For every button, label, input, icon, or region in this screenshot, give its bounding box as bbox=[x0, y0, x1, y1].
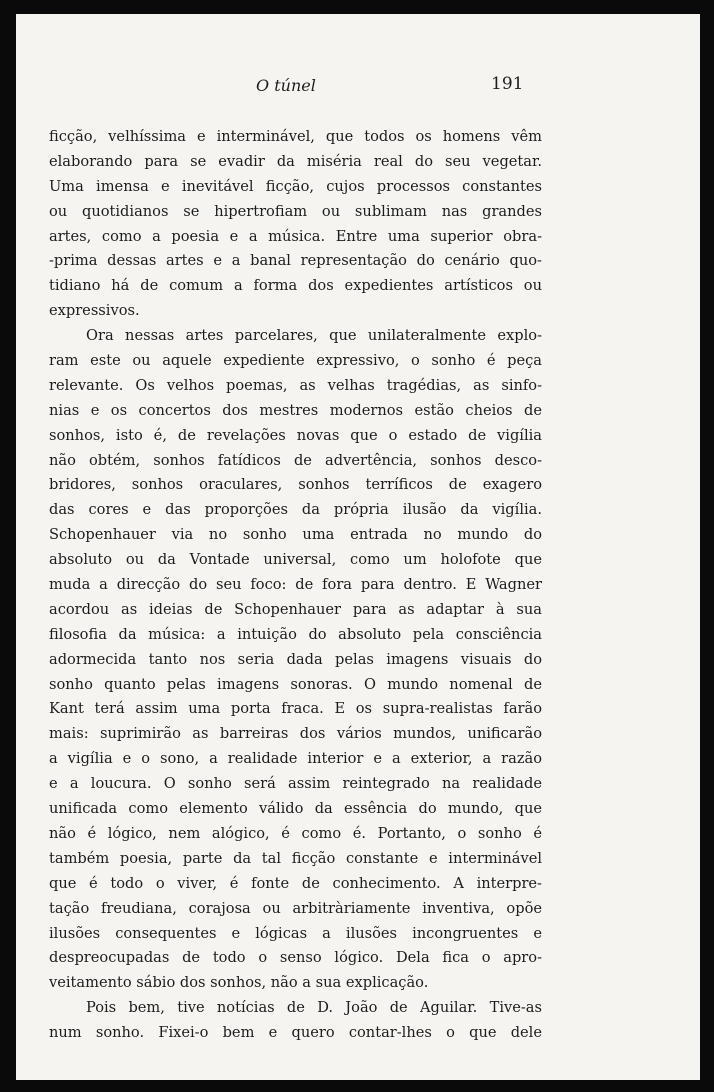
text-line: despreocupadas de todo o senso lógico. Dela fica o apro- bbox=[49, 949, 542, 967]
text-line: adormecida tanto nos seria dada pelas imagens visuais do bbox=[49, 650, 542, 668]
text-line: e a loucura. O sonho será assim reintegrado na realidade bbox=[49, 775, 542, 793]
text-line: Kant terá assim uma porta fraca. E os supra-realistas farão bbox=[49, 700, 542, 718]
text-line: ficção, velhíssima e interminável, que todos os homens vêm bbox=[49, 128, 542, 145]
text-line: muda a direcção do seu foco: de fora para dentro. E Wagner bbox=[49, 576, 542, 594]
text-line: expressivos. bbox=[49, 302, 140, 320]
text-line: mais: suprimirão as barreiras dos vários mundos, unificarão bbox=[49, 725, 542, 743]
text-line: unificada como elemento válido da essência do mundo, que bbox=[49, 800, 542, 818]
text-line: a vigília e o sono, a realidade interior e a exterior, a razão bbox=[49, 750, 542, 768]
text-line: que é todo o viver, é fonte de conhecimento. A interpre- bbox=[49, 874, 542, 892]
text-line: absoluto ou da Vontade universal, como um holofote que bbox=[49, 551, 542, 569]
text-line: veitamento sábio dos sonhos, não a sua explicação. bbox=[49, 974, 429, 992]
text-line: filosofia da música: a intuição do absoluto pela consciência bbox=[49, 625, 542, 643]
page-number: 191 bbox=[491, 74, 524, 94]
text-line: tidiano há de comum a forma dos expedientes artísticos ou bbox=[49, 277, 542, 295]
text-line: artes, como a poesia e a música. Entre uma superior obra- bbox=[49, 227, 542, 245]
text-line: relevante. Os velhos poemas, as velhas tragédias, as sinfo- bbox=[49, 376, 542, 394]
text-line: também poesia, parte da tal ficção constante e interminável bbox=[49, 849, 542, 867]
text-line: sonho quanto pelas imagens sonoras. O mundo nomenal de bbox=[49, 675, 542, 693]
text-line: Pois bem, tive notícias de D. João de Aguilar. Tive-as bbox=[86, 999, 542, 1017]
book-page bbox=[16, 14, 700, 1080]
text-line: ou quotidianos se hipertrofiam ou sublimam nas grandes bbox=[49, 202, 542, 220]
text-line: Schopenhauer via no sonho uma entrada no mundo do bbox=[49, 526, 542, 544]
text-line: num sonho. Fixei-o bem e quero contar-lhes o que dele bbox=[49, 1024, 542, 1042]
text-line: Ora nessas artes parcelares, que unilateralmente explo- bbox=[86, 327, 542, 345]
text-line: tação freudiana, corajosa ou arbitràriamente inventiva, opõe bbox=[49, 899, 542, 917]
text-line: ilusões consequentes e lógicas a ilusões incongruentes e bbox=[49, 924, 542, 942]
text-line: das cores e das proporções da própria ilusão da vigília. bbox=[49, 501, 542, 519]
text-line: não obtém, sonhos fatídicos de advertência, sonhos desco- bbox=[49, 451, 542, 469]
text-line: Uma imensa e inevitável ficção, cujos processos constantes bbox=[49, 177, 542, 195]
text-line: bridores, sonhos oraculares, sonhos terríficos de exagero bbox=[49, 476, 542, 494]
text-line: ram este ou aquele expediente expressivo, o sonho é peça bbox=[49, 352, 542, 370]
text-line: elaborando para se evadir da miséria real do seu vegetar. bbox=[49, 152, 542, 170]
text-line: sonhos, isto é, de revelações novas que o estado de vigília bbox=[49, 426, 542, 444]
text-line: -prima dessas artes e a banal representação do cenário quo- bbox=[49, 252, 542, 270]
text-line: acordou as ideias de Schopenhauer para as adaptar à sua bbox=[49, 600, 542, 618]
body-text bbox=[49, 125, 542, 1046]
text-line: nias e os concertos dos mestres modernos estão cheios de bbox=[49, 401, 542, 419]
page-header bbox=[16, 74, 700, 104]
running-title: O túnel bbox=[256, 76, 316, 95]
text-line: não é lógico, nem alógico, é como é. Portanto, o sonho é bbox=[49, 824, 542, 842]
